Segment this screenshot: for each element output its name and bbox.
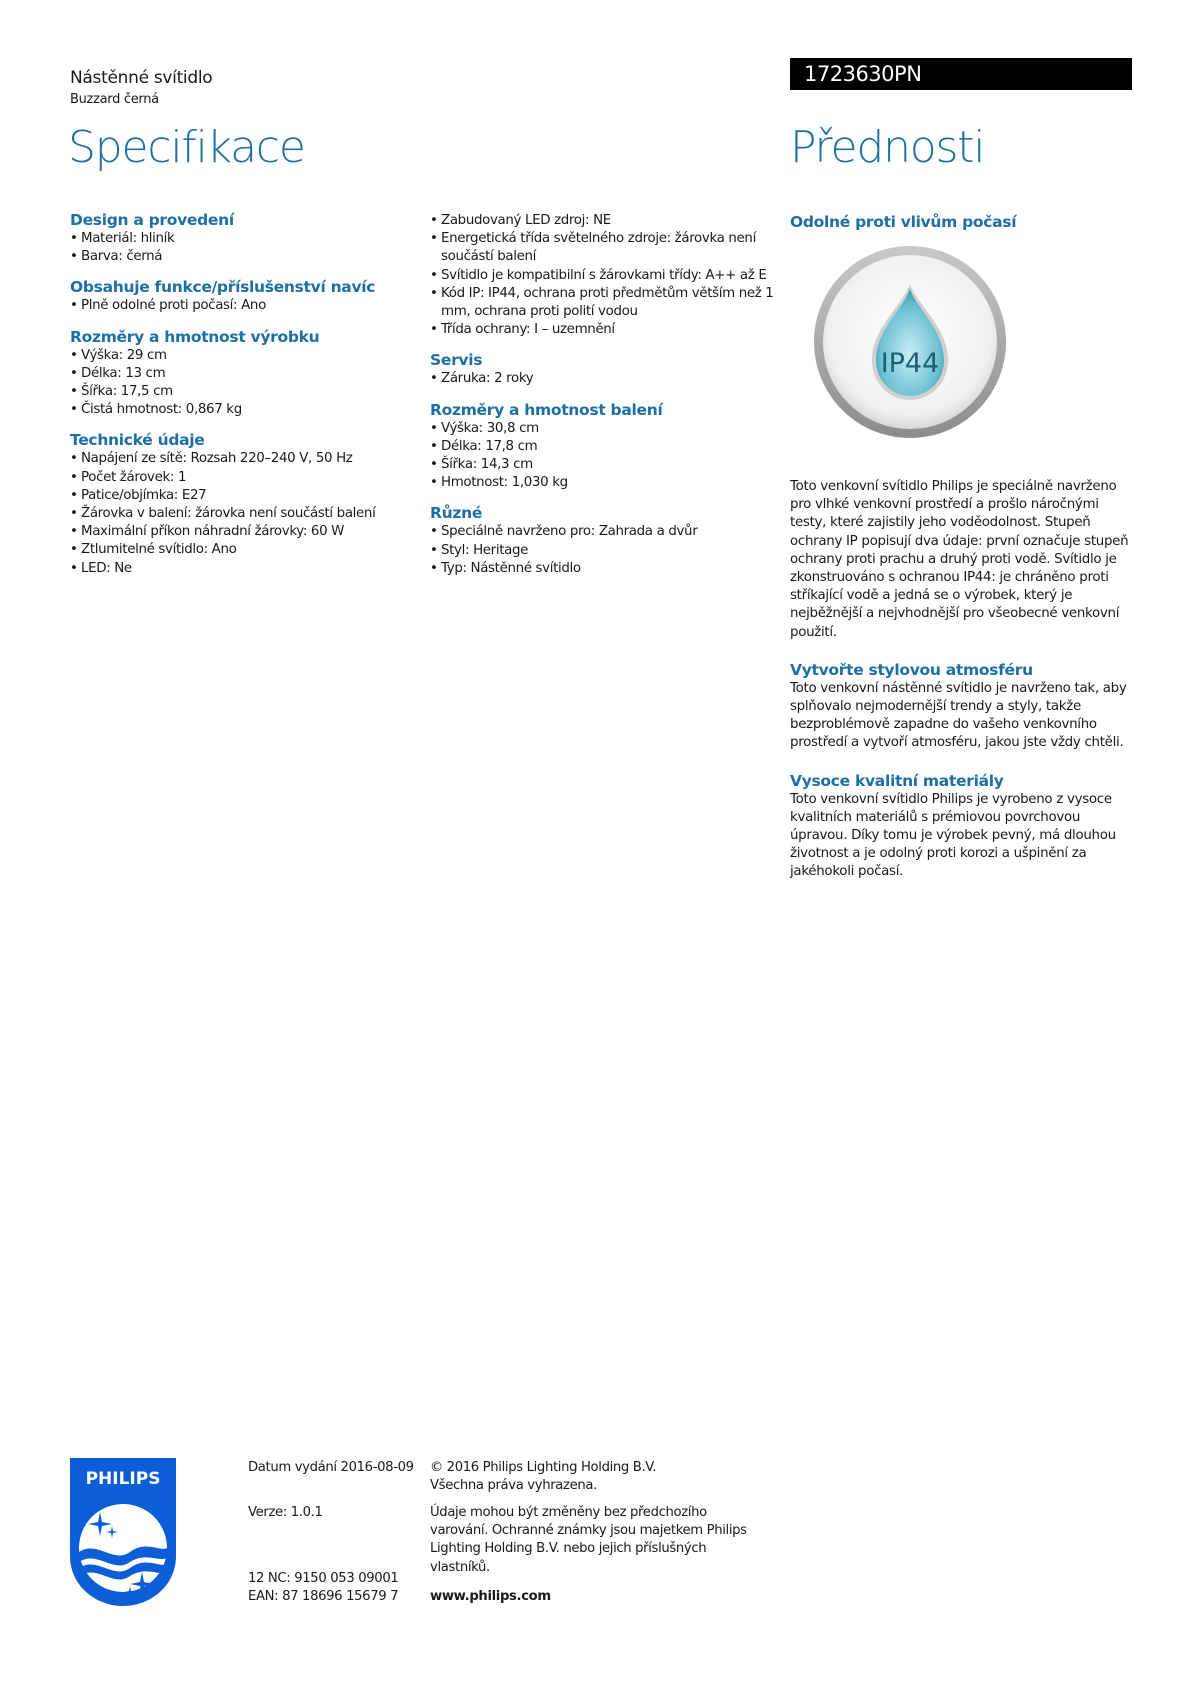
- ip44-badge: [810, 242, 1010, 442]
- copyright: [430, 1459, 656, 1495]
- feature-heading-weather: Odolné proti vlivům počasí: [790, 213, 1017, 231]
- feature-text: Toto venkovní svítidlo Philips je speciálně navrženo pro vlhké venkovní prostředí a prošlo náročnými testy, které zajistily jeho voděodolnost. Stupeň ochrany IP popisují dva údaje: první označuje stupeň ochrany proti prachu a druhý proti vodě. Svítidlo je zkonstruováno s ochranou IP44: je chráněno proti stříkající vodě a jedná se o výrobek, který je nejběžnější a nejvhodnější pro všeobecné venkovní použití.: [790, 479, 1129, 640]
- feature-text: Toto venkovní svítidlo Philips je vyrobeno z vysoce kvalitních materiálů s prémiovou povrchovou úpravou. Díky tomu je výrobek pevný, má dlouhou životnost a je odolný proti korozi a ušpinění za jakéhokoli počasí.: [790, 791, 1116, 880]
- spec-heading: Rozměry a hmotnost balení: [430, 400, 663, 419]
- product-code-bar: 1723630PN: [790, 58, 1132, 90]
- spec-heading: Obsahuje funkce/příslušenství navíc: [70, 278, 376, 297]
- feature-text: Toto venkovní nástěnné svítidlo je navrženo tak, aby splňovalo nejmodernější trendy a styly, takže bezproblémově zapadne do vašeho venkovního prostředí a vytvoří atmosféru, jakou jste vždy chtěli.: [790, 680, 1127, 751]
- spec-section: [430, 503, 785, 578]
- spec-item: • Záruka: 2 roky: [430, 370, 785, 388]
- spec-section: [430, 350, 785, 388]
- philips-shield-icon: [68, 1456, 178, 1608]
- spec-item: • Kód IP: IP44, ochrana proti předmětům větším než 1 mm, ochrana proti polití vodou: [430, 285, 785, 321]
- spec-section: [430, 400, 785, 493]
- product-name: Nástěnné svítidlo: [70, 68, 213, 88]
- spec-item: • Šířka: 14,3 cm: [430, 456, 785, 474]
- spec-item: • Styl: Heritage: [430, 542, 785, 560]
- spec-item: • Speciálně navrženo pro: Zahrada a dvůr: [430, 523, 785, 541]
- spec-section: [70, 430, 425, 577]
- spec-item: • Energetická třída světelného zdroje: žárovka není součástí balení: [430, 230, 785, 266]
- spec-item: • Čistá hmotnost: 0,867 kg: [70, 401, 425, 419]
- version: Verze: 1.0.1: [248, 1505, 323, 1520]
- release-date: Datum vydání 2016-08-09: [248, 1460, 414, 1475]
- feature-weather: [790, 478, 1135, 642]
- spec-item: • Délka: 13 cm: [70, 365, 425, 383]
- product-codes: [248, 1570, 398, 1606]
- copyright-line: © 2016 Philips Lighting Holding B.V.: [430, 1460, 657, 1475]
- water-drop-icon: [810, 242, 1010, 442]
- spec-item: • Zabudovaný LED zdroj: NE: [430, 212, 785, 230]
- spec-item: • Svítidlo je kompatibilní s žárovkami třídy: A++ až E: [430, 267, 785, 285]
- spec-item: • Šířka: 17,5 cm: [70, 383, 425, 401]
- spec-section: [430, 212, 785, 339]
- spec-item: • Třída ochrany: I – uzemnění: [430, 321, 785, 339]
- rights-line: Všechna práva vyhrazena.: [430, 1478, 597, 1494]
- advantages-column: [790, 212, 1135, 900]
- spec-item: • Napájení ze sítě: Rozsah 220–240 V, 50 Hz: [70, 450, 425, 468]
- advantages-title: Přednosti: [790, 122, 985, 173]
- spec-title: Specifikace: [68, 122, 305, 173]
- spec-item: • Barva: černá: [70, 248, 425, 266]
- feature-materials: [790, 771, 1135, 882]
- spec-item: • LED: Ne: [70, 560, 425, 578]
- spec-item: • Počet žárovek: 1: [70, 469, 425, 487]
- spec-heading: Různé: [430, 504, 483, 523]
- feature-heading-materials: Vysoce kvalitní materiály: [790, 771, 1004, 790]
- spec-heading: Design a provedení: [70, 211, 234, 229]
- spec-heading: Technické údaje: [70, 431, 205, 450]
- spec-item: • Materiál: hliník: [70, 230, 425, 248]
- spec-item: • Délka: 17,8 cm: [430, 438, 785, 456]
- feature-style: [790, 660, 1135, 753]
- spec-item: • Hmotnost: 1,030 kg: [430, 474, 785, 492]
- ean-code: EAN: 87 18696 15679 7: [248, 1589, 399, 1605]
- spec-item: • Plně odolné proti počasí: Ano: [70, 297, 425, 315]
- spec-column-1: [70, 210, 425, 589]
- spec-section: [70, 327, 425, 420]
- spec-heading: Rozměry a hmotnost výrobku: [70, 327, 320, 346]
- nc-code: 12 NC: 9150 053 09001: [248, 1571, 399, 1586]
- spec-column-2: [430, 212, 785, 589]
- spec-item: • Výška: 29 cm: [70, 347, 425, 365]
- website-link[interactable]: www.philips.com: [430, 1589, 551, 1604]
- logo-text: PHILIPS: [85, 1469, 161, 1489]
- spec-item: • Maximální příkon náhradní žárovky: 60 W: [70, 523, 425, 541]
- legal-notice: Údaje mohou být změněny bez předchozího varování. Ochranné známky jsou majetkem Philips Lighting Holding B.V. nebo jejich příslušných vlastníků.: [430, 1505, 747, 1575]
- spec-item: • Žárovka v balení: žárovka není součástí balení: [70, 505, 425, 523]
- spec-section: [70, 277, 425, 315]
- product-variant: Buzzard černá: [70, 92, 159, 107]
- spec-heading: Servis: [430, 351, 483, 370]
- spec-item: • Typ: Nástěnné svítidlo: [430, 560, 785, 578]
- feature-heading-style: Vytvořte stylovou atmosféru: [790, 660, 1033, 679]
- spec-item: • Výška: 30,8 cm: [430, 420, 785, 438]
- spec-section: [70, 210, 425, 266]
- philips-logo: [68, 1456, 178, 1608]
- spec-item: • Ztlumitelné svítidlo: Ano: [70, 541, 425, 559]
- spec-item: • Patice/objímka: E27: [70, 487, 425, 505]
- badge-label: IP44: [880, 348, 940, 379]
